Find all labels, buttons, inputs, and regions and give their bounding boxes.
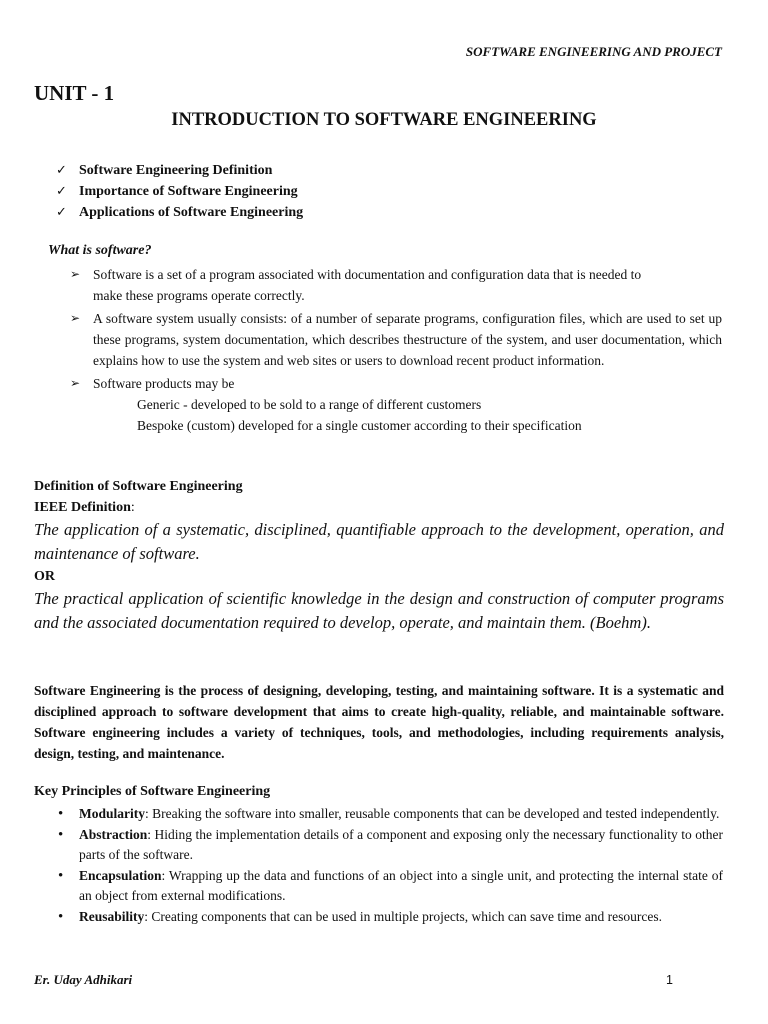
checklist-item: ✓ Importance of Software Engineering: [56, 183, 298, 199]
checklist-item: ✓ Software Engineering Definition: [56, 162, 273, 178]
checkmark-icon: ✓: [56, 205, 67, 220]
summary-paragraph: Software Engineering is the process of designing, developing, testing, and maintaining software. It is a systematic and disciplined approach to software development that aims to create high-quality, reliable, and maintainable software. Software engineering includes a variety of techniques, tools, and methodologies, including requirements analysis, design, testing, and maintenance.: [34, 683, 724, 761]
arrow-bullet-icon: ➢: [70, 267, 81, 281]
ieee-label-line: IEEE Definition:: [34, 500, 135, 515]
principles-heading: Key Principles of Software Engineering: [34, 784, 271, 799]
bullet-dot-icon: •: [58, 867, 64, 884]
principle-item: • Modularity: Breaking the software into smaller, reusable components that can be developed and tested independently.: [56, 804, 723, 825]
or-separator: OR: [34, 569, 55, 584]
principle-item: • Encapsulation: Wrapping up the data and functions of an object into a single unit, and protecting the internal state of an object from external modifications.: [58, 867, 723, 903]
bullet-dot-icon: •: [58, 908, 64, 925]
checklist-item: ✓ Applications of Software Engineering: [56, 204, 304, 220]
arrow-list-item: ➢ Software is a set of a program associated with documentation and configuration data that is needed to make these programs operate correctly.: [72, 264, 722, 306]
unit-heading: UNIT - 1: [34, 81, 115, 105]
what-is-software-list: [72, 264, 722, 438]
arrow-bullet-icon: ➢: [70, 376, 81, 390]
what-is-software-heading: What is software?: [48, 243, 152, 258]
page-title: INTRODUCTION TO SOFTWARE ENGINEERING: [171, 110, 597, 130]
principle-item: • Reusability: Creating components that can be used in multiple projects, which can save time and resources.: [56, 907, 723, 928]
principle-item: • Abstraction: Hiding the implementation details of a component and exposing only the necessary functionality to other parts of the software.: [58, 826, 723, 862]
ieee-definition-text: The application of a systematic, disciplined, quantifiable approach to the development, operation, and maintenance of software.: [34, 520, 724, 563]
topic-checklist: [56, 160, 303, 223]
running-header: SOFTWARE ENGINEERING AND PROJECT: [465, 44, 722, 59]
definition-section: [34, 476, 724, 635]
bullet-dot-icon: •: [58, 806, 64, 822]
arrow-list-item: ➢ A software system usually consists: of a number of separate programs, configuration files, which are used to set up these programs, system documentation, which describes thestructure of the system, and user documentation, which explains how to use the system and web sites or users to download recent product information.: [72, 308, 722, 371]
checkmark-icon: ✓: [56, 163, 67, 178]
bullet-dot-icon: •: [58, 826, 64, 843]
checkmark-icon: ✓: [56, 184, 67, 199]
footer-author: Er. Uday Adhikari: [34, 972, 133, 987]
arrow-bullet-icon: ➢: [70, 311, 81, 325]
principles-list: [56, 804, 723, 927]
definition-heading: Definition of Software Engineering: [34, 479, 243, 494]
page-number: 1: [666, 973, 673, 987]
product-type-bespoke: Bespoke (custom) developed for a single customer according to their specification: [137, 418, 582, 433]
arrow-list-item: ➢ Software products may be Generic - developed to be sold to a range of different customers Bespoke (custom) developed for a single customer according to their specification: [72, 373, 722, 436]
product-type-generic: Generic - developed to be sold to a range of different customers: [137, 397, 482, 412]
boehm-definition-text: The practical application of scientific knowledge in the design and construction of computer programs and the associated documentation required to develop, operate, and maintain them. (Boehm).: [34, 589, 724, 632]
